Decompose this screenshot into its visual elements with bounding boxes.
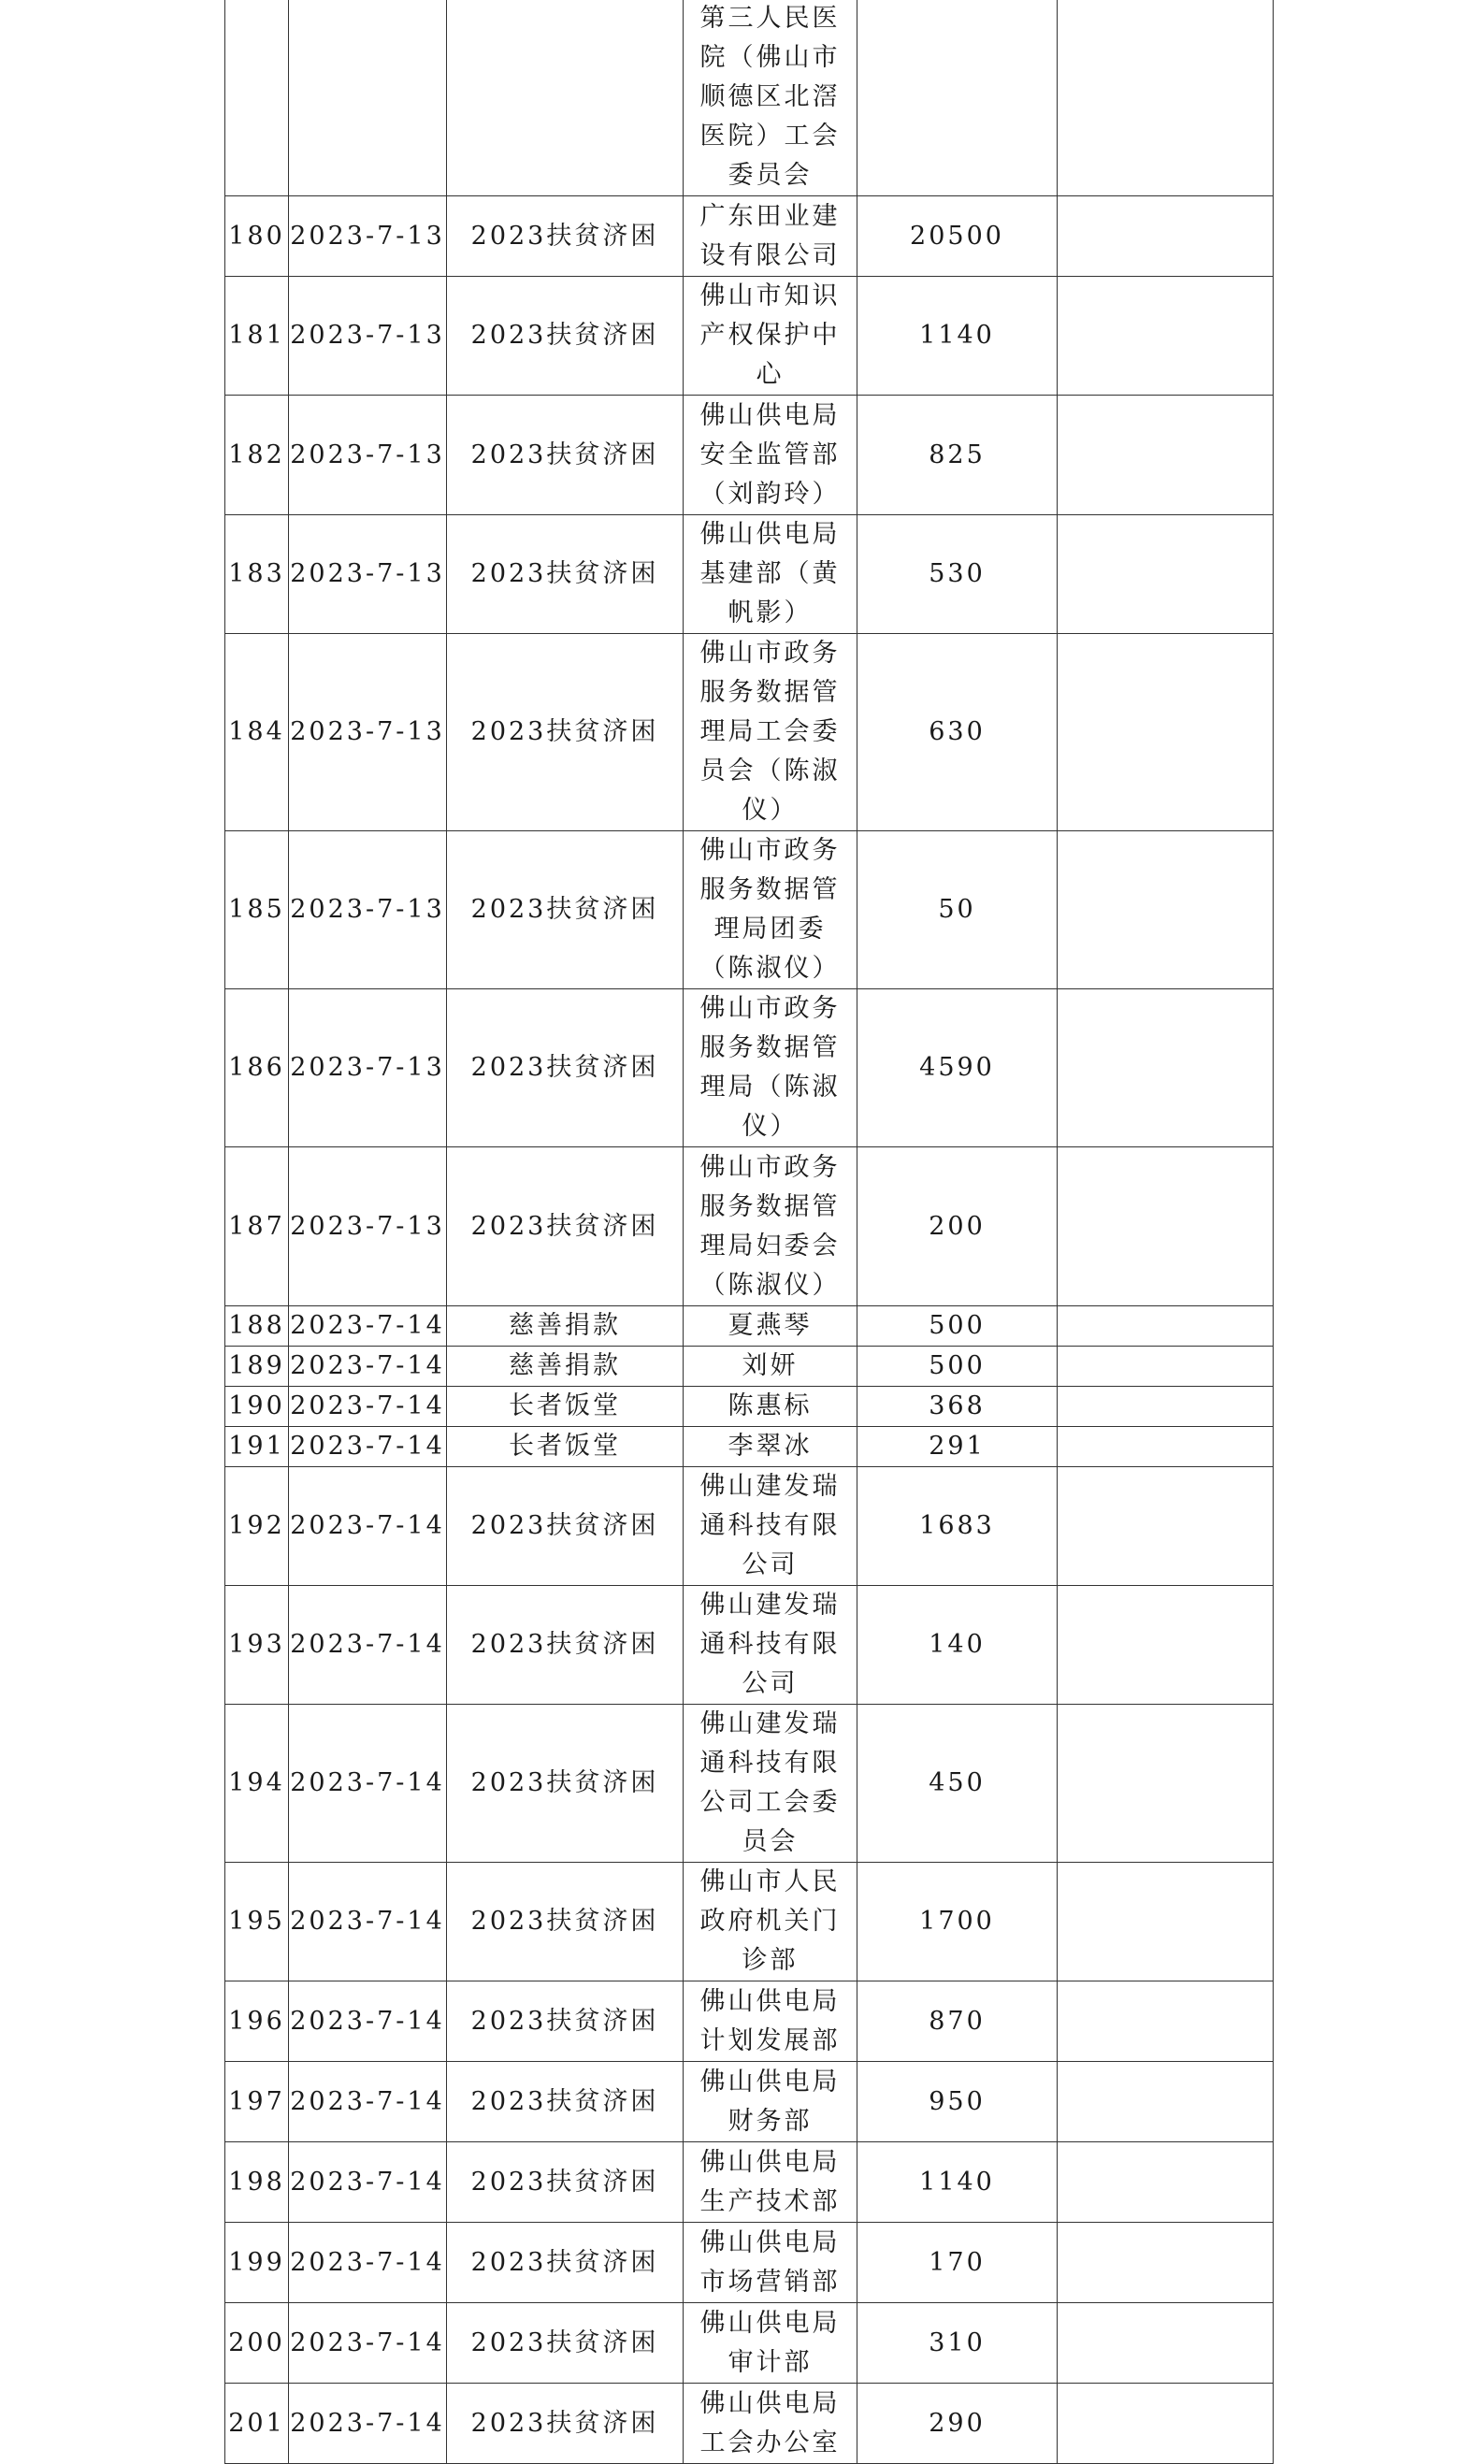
- cell-recipient: 佛山市政务服务数据管理局团委（陈淑仪）: [684, 831, 857, 989]
- cell-purpose: 慈善捐款: [447, 1306, 684, 1347]
- cell-number: 199: [225, 2223, 289, 2303]
- cell-date: 2023-7-14: [289, 1981, 447, 2062]
- table-row: [225, 515, 1274, 634]
- cell-number: 193: [225, 1586, 289, 1705]
- table-row: [225, 2384, 1274, 2464]
- cell-purpose: 2023扶贫济困: [447, 1147, 684, 1306]
- cell-recipient: 佛山供电局计划发展部: [684, 1981, 857, 2062]
- table-row: [225, 2142, 1274, 2223]
- cell-remark: [1058, 634, 1274, 831]
- table-row: [225, 2303, 1274, 2384]
- cell-amount: [857, 0, 1058, 196]
- cell-recipient: 佛山建发瑞通科技有限公司: [684, 1586, 857, 1705]
- table-row: [225, 1981, 1274, 2062]
- cell-amount: 4590: [857, 989, 1058, 1147]
- cell-number: 183: [225, 515, 289, 634]
- cell-purpose: 2023扶贫济困: [447, 396, 684, 515]
- cell-remark: [1058, 196, 1274, 277]
- cell-recipient: 佛山供电局安全监管部（刘韵玲）: [684, 396, 857, 515]
- cell-remark: [1058, 1147, 1274, 1306]
- cell-amount: 950: [857, 2062, 1058, 2142]
- cell-recipient: 佛山供电局基建部（黄帆影）: [684, 515, 857, 634]
- cell-number: 181: [225, 277, 289, 396]
- cell-purpose: 2023扶贫济困: [447, 1705, 684, 1863]
- cell-purpose: [447, 0, 684, 196]
- cell-remark: [1058, 1981, 1274, 2062]
- cell-number: 189: [225, 1347, 289, 1387]
- cell-purpose: 2023扶贫济困: [447, 2223, 684, 2303]
- cell-remark: [1058, 0, 1274, 196]
- cell-date: 2023-7-14: [289, 1705, 447, 1863]
- cell-amount: 200: [857, 1147, 1058, 1306]
- cell-date: 2023-7-14: [289, 2303, 447, 2384]
- cell-recipient: 夏燕琴: [684, 1306, 857, 1347]
- cell-amount: 20500: [857, 196, 1058, 277]
- table-row: [225, 1705, 1274, 1863]
- cell-recipient: 佛山市政务服务数据管理局妇委会（陈淑仪）: [684, 1147, 857, 1306]
- cell-amount: 1140: [857, 2142, 1058, 2223]
- cell-remark: [1058, 1705, 1274, 1863]
- cell-amount: 500: [857, 1306, 1058, 1347]
- cell-amount: 530: [857, 515, 1058, 634]
- cell-purpose: 2023扶贫济困: [447, 1981, 684, 2062]
- cell-recipient: 佛山供电局审计部: [684, 2303, 857, 2384]
- cell-remark: [1058, 831, 1274, 989]
- cell-date: 2023-7-14: [289, 2142, 447, 2223]
- cell-remark: [1058, 1427, 1274, 1467]
- cell-remark: [1058, 1467, 1274, 1586]
- cell-number: 201: [225, 2384, 289, 2464]
- cell-date: 2023-7-13: [289, 277, 447, 396]
- cell-purpose: 2023扶贫济困: [447, 1586, 684, 1705]
- table-row: [225, 989, 1274, 1147]
- table-row: [225, 277, 1274, 396]
- table-row: [225, 0, 1274, 196]
- cell-date: 2023-7-13: [289, 1147, 447, 1306]
- cell-recipient: 佛山建发瑞通科技有限公司工会委员会: [684, 1705, 857, 1863]
- table-row: [225, 1347, 1274, 1387]
- cell-remark: [1058, 2303, 1274, 2384]
- cell-date: 2023-7-13: [289, 396, 447, 515]
- cell-purpose: 2023扶贫济困: [447, 634, 684, 831]
- cell-amount: 630: [857, 634, 1058, 831]
- cell-amount: 368: [857, 1387, 1058, 1427]
- cell-purpose: 2023扶贫济困: [447, 2062, 684, 2142]
- cell-date: 2023-7-13: [289, 831, 447, 989]
- cell-recipient: 佛山市知识产权保护中心: [684, 277, 857, 396]
- cell-date: 2023-7-13: [289, 989, 447, 1147]
- cell-date: 2023-7-14: [289, 2223, 447, 2303]
- cell-recipient: 刘妍: [684, 1347, 857, 1387]
- cell-number: 191: [225, 1427, 289, 1467]
- cell-date: 2023-7-14: [289, 1427, 447, 1467]
- cell-remark: [1058, 515, 1274, 634]
- cell-purpose: 2023扶贫济困: [447, 831, 684, 989]
- cell-amount: 450: [857, 1705, 1058, 1863]
- cell-date: 2023-7-14: [289, 1467, 447, 1586]
- cell-recipient: 佛山供电局工会办公室: [684, 2384, 857, 2464]
- cell-remark: [1058, 1387, 1274, 1427]
- cell-remark: [1058, 1306, 1274, 1347]
- cell-amount: 170: [857, 2223, 1058, 2303]
- cell-remark: [1058, 1586, 1274, 1705]
- table-row: [225, 1586, 1274, 1705]
- cell-remark: [1058, 2384, 1274, 2464]
- table-body: [225, 0, 1274, 2464]
- table-row: [225, 634, 1274, 831]
- cell-number: 184: [225, 634, 289, 831]
- cell-remark: [1058, 277, 1274, 396]
- cell-number: 195: [225, 1863, 289, 1981]
- table-row: [225, 1467, 1274, 1586]
- cell-amount: 500: [857, 1347, 1058, 1387]
- cell-amount: 1140: [857, 277, 1058, 396]
- cell-date: 2023-7-14: [289, 1387, 447, 1427]
- table-row: [225, 1147, 1274, 1306]
- table-row: [225, 196, 1274, 277]
- cell-number: [225, 0, 289, 196]
- table-row: [225, 396, 1274, 515]
- cell-amount: 1700: [857, 1863, 1058, 1981]
- cell-purpose: 2023扶贫济困: [447, 2384, 684, 2464]
- cell-remark: [1058, 396, 1274, 515]
- cell-remark: [1058, 1347, 1274, 1387]
- cell-number: 182: [225, 396, 289, 515]
- cell-remark: [1058, 2062, 1274, 2142]
- cell-number: 186: [225, 989, 289, 1147]
- cell-amount: 50: [857, 831, 1058, 989]
- cell-recipient: 佛山供电局生产技术部: [684, 2142, 857, 2223]
- cell-amount: 870: [857, 1981, 1058, 2062]
- cell-recipient: 佛山市政务服务数据管理局工会委员会（陈淑仪）: [684, 634, 857, 831]
- cell-amount: 1683: [857, 1467, 1058, 1586]
- cell-date: 2023-7-13: [289, 196, 447, 277]
- cell-purpose: 长者饭堂: [447, 1387, 684, 1427]
- cell-purpose: 2023扶贫济困: [447, 196, 684, 277]
- cell-remark: [1058, 2142, 1274, 2223]
- cell-number: 197: [225, 2062, 289, 2142]
- cell-purpose: 2023扶贫济困: [447, 1863, 684, 1981]
- cell-date: [289, 0, 447, 196]
- cell-number: 200: [225, 2303, 289, 2384]
- table-row: [225, 1427, 1274, 1467]
- table-row: [225, 1306, 1274, 1347]
- donation-table: [224, 0, 1274, 2464]
- cell-date: 2023-7-14: [289, 1306, 447, 1347]
- cell-remark: [1058, 2223, 1274, 2303]
- cell-date: 2023-7-14: [289, 2062, 447, 2142]
- cell-date: 2023-7-13: [289, 634, 447, 831]
- cell-number: 185: [225, 831, 289, 989]
- cell-amount: 310: [857, 2303, 1058, 2384]
- cell-recipient: 佛山供电局财务部: [684, 2062, 857, 2142]
- cell-recipient: 第三人民医院（佛山市顺德区北滘医院）工会委员会: [684, 0, 857, 196]
- cell-recipient: 佛山市政务服务数据管理局（陈淑仪）: [684, 989, 857, 1147]
- cell-amount: 291: [857, 1427, 1058, 1467]
- cell-recipient: 佛山建发瑞通科技有限公司: [684, 1467, 857, 1586]
- cell-date: 2023-7-14: [289, 1586, 447, 1705]
- cell-recipient: 广东田业建设有限公司: [684, 196, 857, 277]
- table-row: [225, 1387, 1274, 1427]
- cell-purpose: 2023扶贫济困: [447, 515, 684, 634]
- cell-amount: 140: [857, 1586, 1058, 1705]
- cell-number: 187: [225, 1147, 289, 1306]
- cell-recipient: 陈惠标: [684, 1387, 857, 1427]
- cell-number: 180: [225, 196, 289, 277]
- cell-purpose: 2023扶贫济困: [447, 2142, 684, 2223]
- cell-remark: [1058, 1863, 1274, 1981]
- table-row: [225, 1863, 1274, 1981]
- cell-purpose: 长者饭堂: [447, 1427, 684, 1467]
- cell-number: 188: [225, 1306, 289, 1347]
- cell-recipient: 佛山市人民政府机关门诊部: [684, 1863, 857, 1981]
- cell-date: 2023-7-14: [289, 1863, 447, 1981]
- cell-number: 194: [225, 1705, 289, 1863]
- table-row: [225, 2062, 1274, 2142]
- table-row: [225, 2223, 1274, 2303]
- cell-number: 196: [225, 1981, 289, 2062]
- cell-remark: [1058, 989, 1274, 1147]
- cell-purpose: 2023扶贫济困: [447, 989, 684, 1147]
- cell-amount: 290: [857, 2384, 1058, 2464]
- cell-purpose: 2023扶贫济困: [447, 1467, 684, 1586]
- cell-purpose: 2023扶贫济困: [447, 277, 684, 396]
- cell-date: 2023-7-14: [289, 2384, 447, 2464]
- cell-purpose: 2023扶贫济困: [447, 2303, 684, 2384]
- cell-recipient: 李翠冰: [684, 1427, 857, 1467]
- cell-number: 190: [225, 1387, 289, 1427]
- table-row: [225, 831, 1274, 989]
- cell-amount: 825: [857, 396, 1058, 515]
- cell-recipient: 佛山供电局市场营销部: [684, 2223, 857, 2303]
- cell-date: 2023-7-14: [289, 1347, 447, 1387]
- cell-date: 2023-7-13: [289, 515, 447, 634]
- cell-purpose: 慈善捐款: [447, 1347, 684, 1387]
- cell-number: 192: [225, 1467, 289, 1586]
- cell-number: 198: [225, 2142, 289, 2223]
